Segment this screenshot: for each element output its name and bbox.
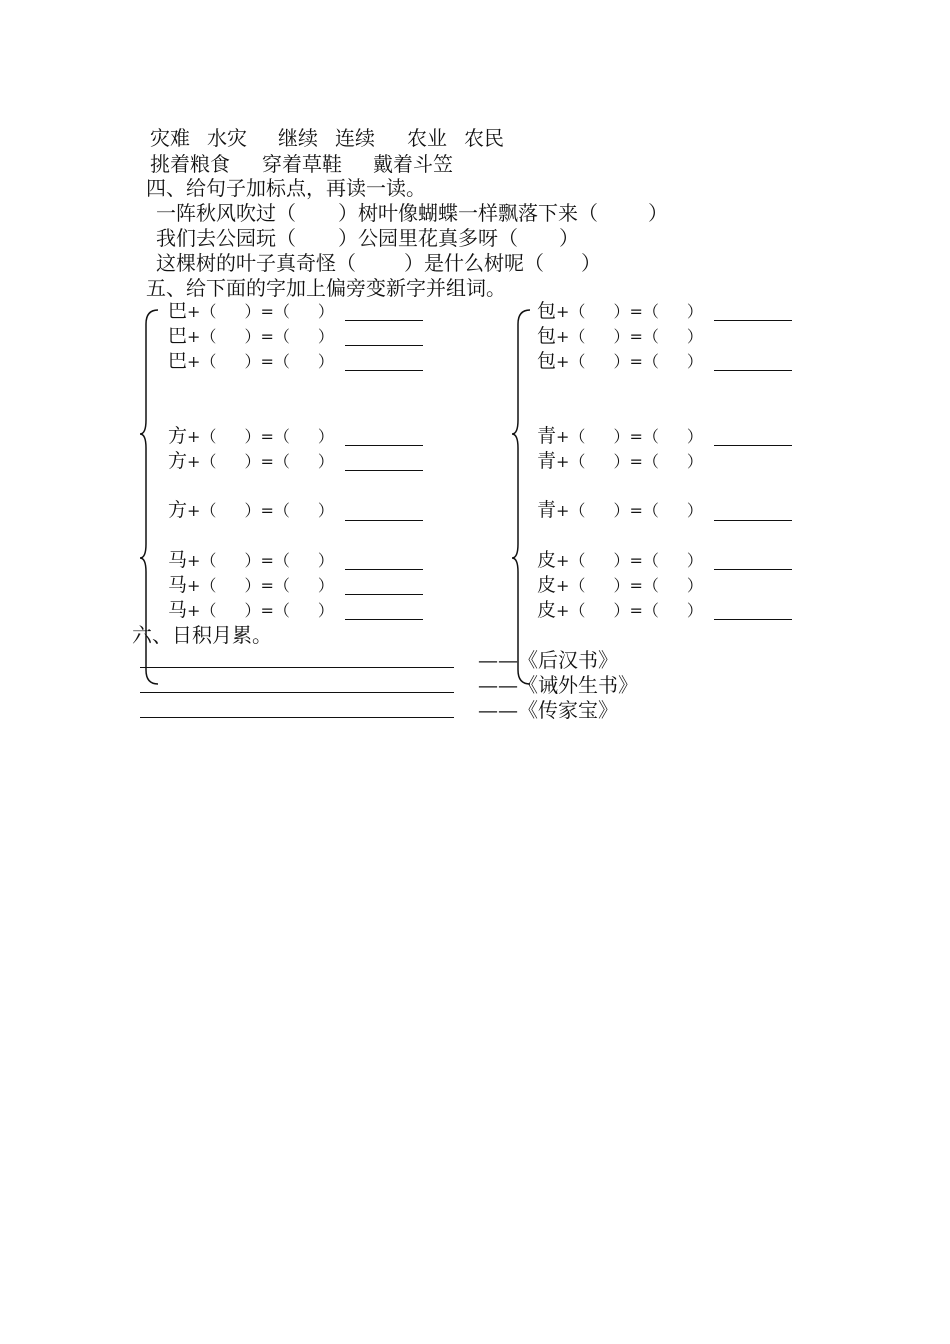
sentence-part: 这棵树的叶子真奇怪（ — [156, 251, 356, 275]
source-attribution: ——《后汉书》 — [478, 648, 618, 672]
source-attribution: ——《传家宝》 — [478, 698, 618, 722]
section-5-title: 五、给下面的字加上偏旁变新字并组词。 — [146, 276, 506, 300]
exercise-row: 皮+（ ）=（ ） — [537, 574, 703, 596]
exercise-row: 马+（ ）=（ ） — [168, 574, 334, 596]
sentence-part: ） — [559, 226, 579, 250]
exercise-row: 巴+（ ）=（ ） — [168, 300, 334, 322]
exercise-row: 包+（ ）=（ ） — [537, 300, 703, 322]
answer-blank[interactable] — [714, 445, 792, 446]
word: 水灾 — [207, 126, 247, 150]
source-attribution: ——《诫外生书》 — [478, 673, 638, 697]
answer-blank[interactable] — [140, 667, 454, 668]
sentence-part: ）是什么树呢（ — [404, 251, 544, 275]
exercise-row: 巴+（ ）=（ ） — [168, 350, 334, 372]
word: 戴着斗笠 — [373, 152, 453, 176]
answer-blank[interactable] — [714, 569, 792, 570]
sentence-part: ）树叶像蝴蝶一样飘落下来（ — [338, 201, 598, 225]
exercise-row: 马+（ ）=（ ） — [168, 599, 334, 621]
exercise-row: 方+（ ）=（ ） — [168, 425, 334, 447]
answer-blank[interactable] — [345, 320, 423, 321]
exercise-row: 包+（ ）=（ ） — [537, 325, 703, 347]
section-4-title: 四、给句子加标点，再读一读。 — [146, 176, 426, 200]
answer-blank[interactable] — [345, 370, 423, 371]
answer-blank[interactable] — [345, 619, 423, 620]
exercise-row: 皮+（ ）=（ ） — [537, 599, 703, 621]
section-6-title: 六、日积月累。 — [132, 623, 272, 647]
answer-blank[interactable] — [345, 569, 423, 570]
answer-blank[interactable] — [345, 445, 423, 446]
exercise-row: 青+（ ）=（ ） — [537, 425, 703, 447]
exercise-row: 方+（ ）=（ ） — [168, 499, 334, 521]
sentence-part: ）公园里花真多呀（ — [338, 226, 518, 250]
answer-blank[interactable] — [345, 470, 423, 471]
exercise-row: 青+（ ）=（ ） — [537, 450, 703, 472]
sentence-part: ） — [648, 201, 668, 225]
exercise-row: 青+（ ）=（ ） — [537, 499, 703, 521]
answer-blank[interactable] — [140, 717, 454, 718]
exercise-row: 皮+（ ）=（ ） — [537, 549, 703, 571]
answer-blank[interactable] — [714, 520, 792, 521]
word: 农业 — [407, 126, 447, 150]
sentence-part: 一阵秋风吹过（ — [156, 201, 296, 225]
word: 灾难 — [150, 126, 190, 150]
word: 农民 — [464, 126, 504, 150]
exercise-row: 马+（ ）=（ ） — [168, 549, 334, 571]
exercise-row: 巴+（ ）=（ ） — [168, 325, 334, 347]
answer-blank[interactable] — [345, 594, 423, 595]
answer-blank[interactable] — [345, 345, 423, 346]
exercise-row: 包+（ ）=（ ） — [537, 350, 703, 372]
word: 连续 — [335, 126, 375, 150]
right-curly-brace — [510, 308, 534, 688]
answer-blank[interactable] — [714, 320, 792, 321]
word: 继续 — [278, 126, 318, 150]
word: 挑着粮食 — [150, 152, 230, 176]
answer-blank[interactable] — [345, 520, 423, 521]
sentence-part: 我们去公园玩（ — [156, 226, 296, 250]
answer-blank[interactable] — [140, 692, 454, 693]
exercise-row: 方+（ ）=（ ） — [168, 450, 334, 472]
word: 穿着草鞋 — [262, 152, 342, 176]
answer-blank[interactable] — [714, 619, 792, 620]
answer-blank[interactable] — [714, 370, 792, 371]
sentence-part: ） — [581, 251, 601, 275]
